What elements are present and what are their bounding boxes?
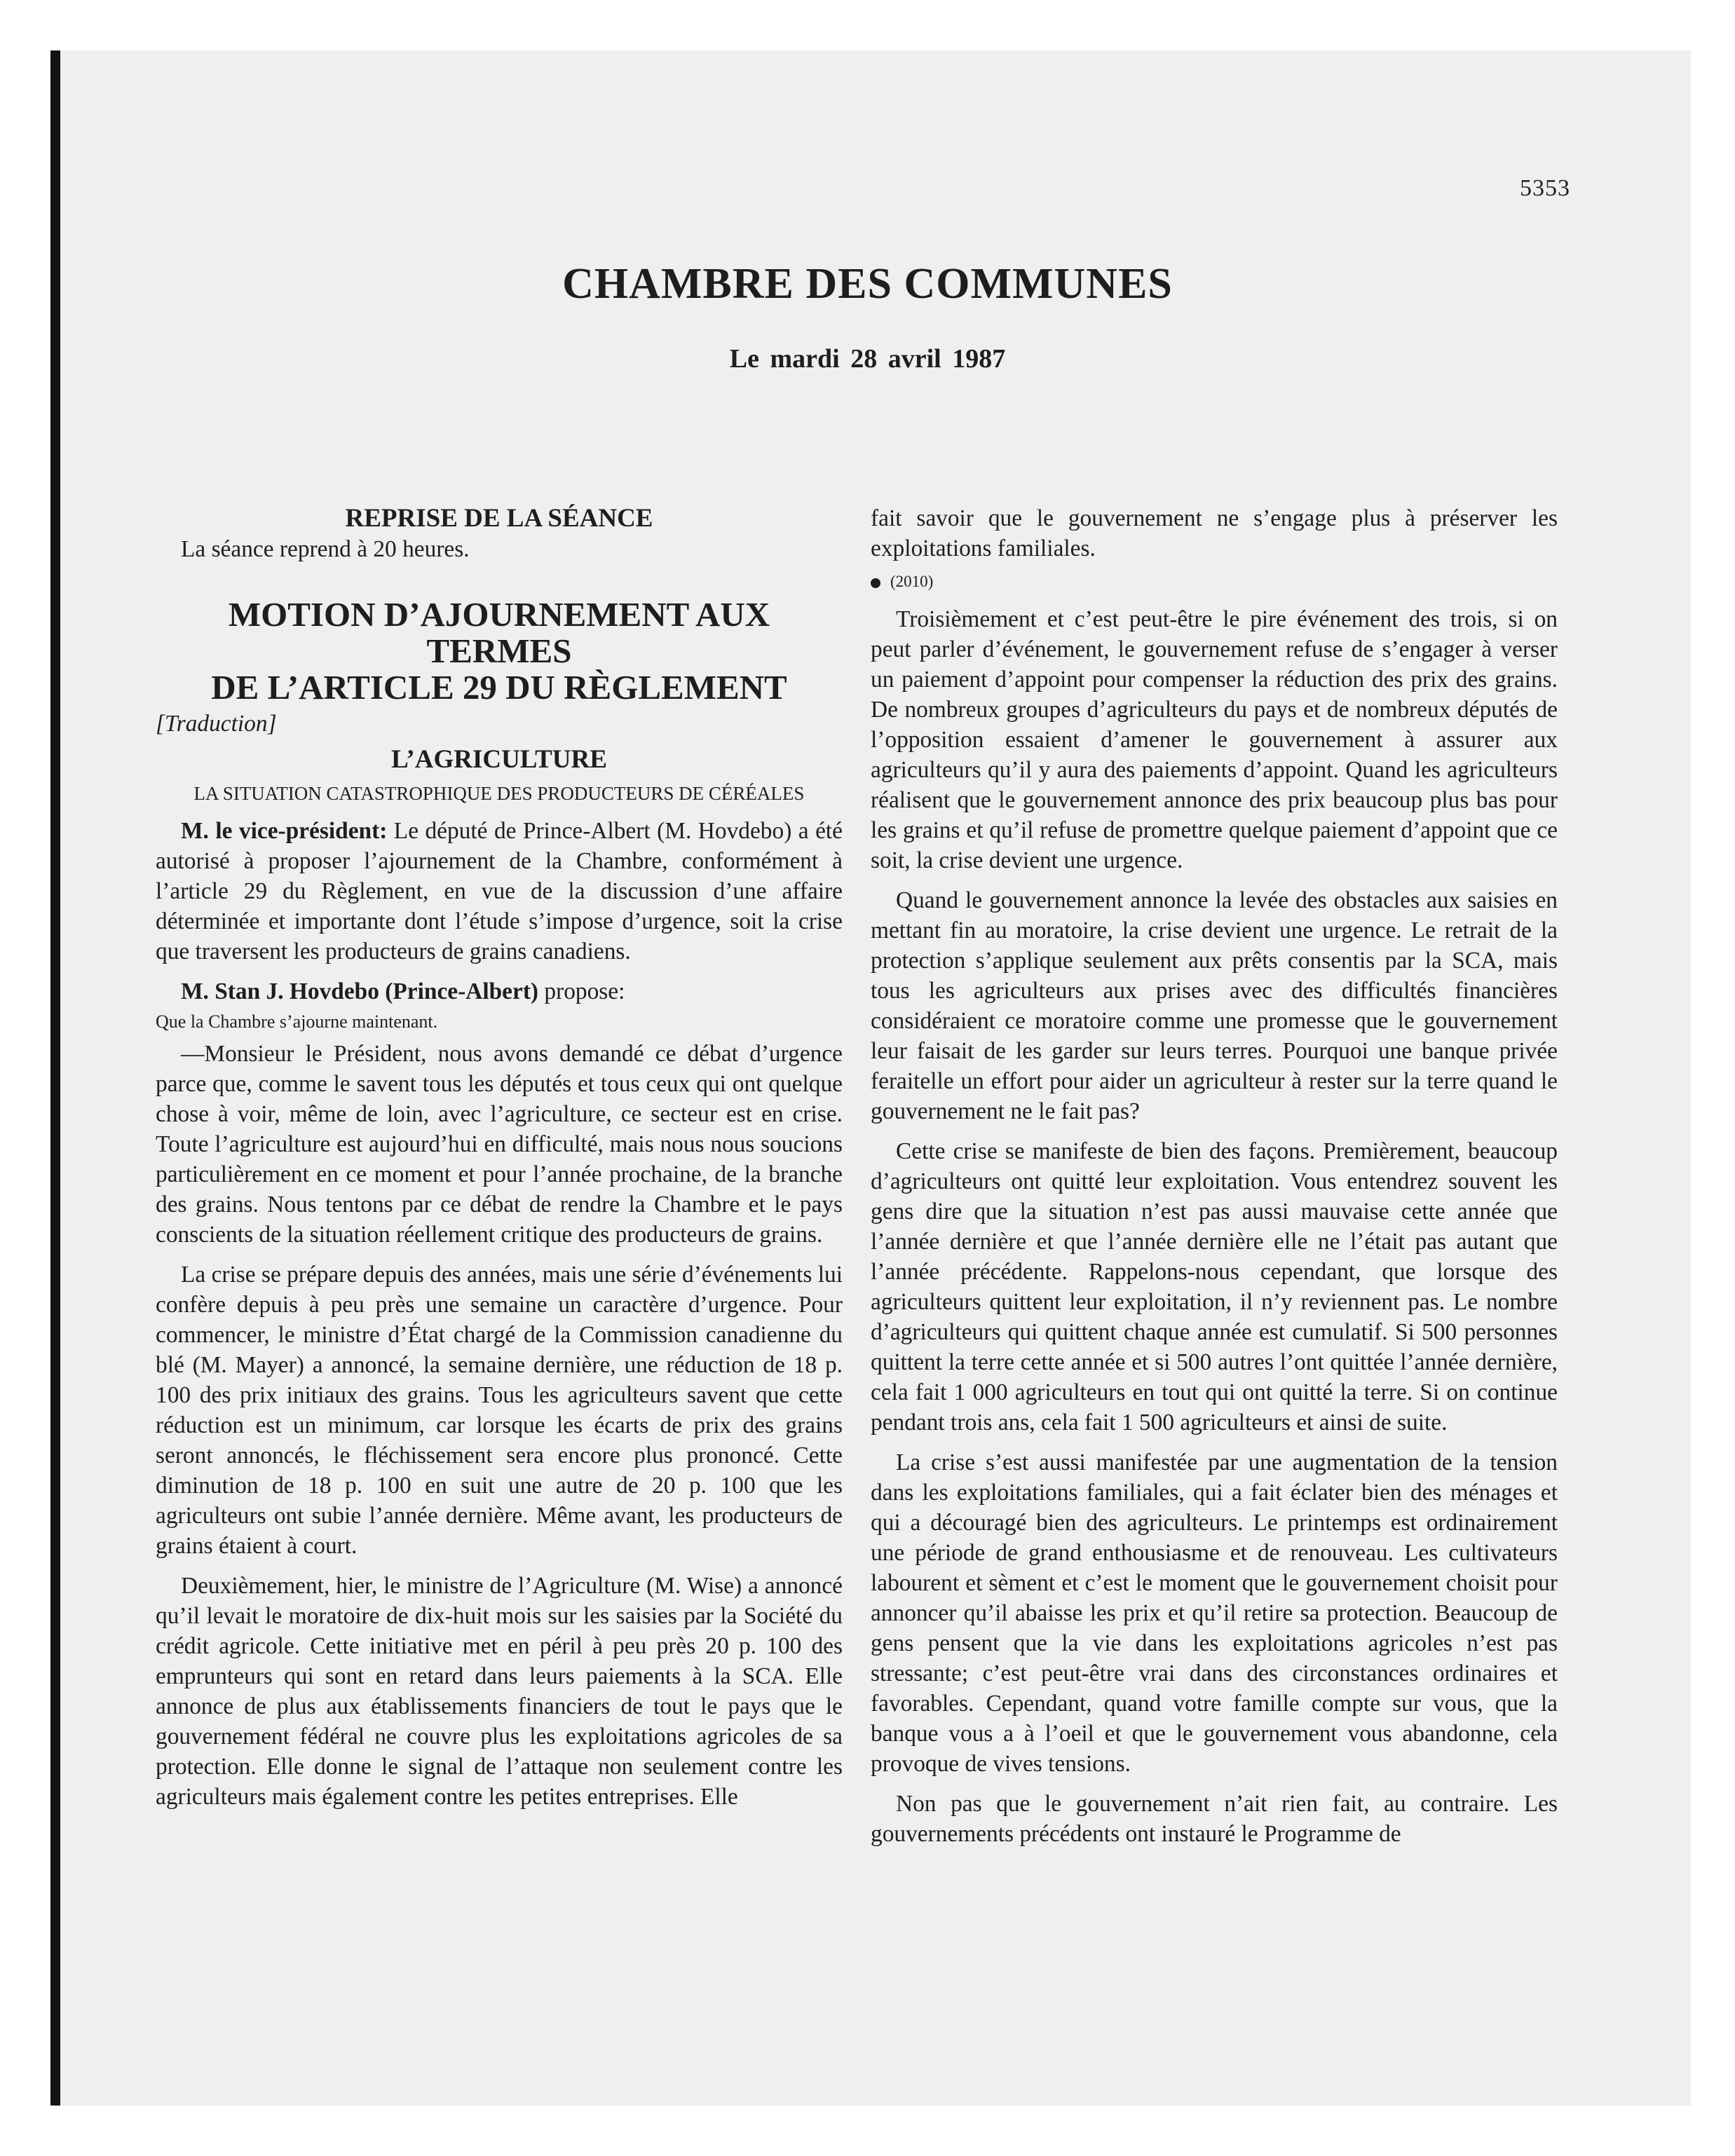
motion-heading-line: DE L’ARTICLE 29 DU RÈGLEMENT <box>211 668 787 707</box>
time-marker-text: (2010) <box>890 573 934 590</box>
paragraph-text: propose: <box>538 978 625 1004</box>
paragraph: La crise s’est aussi manifestée par une augmentation de la tension dans les exploitations familiales, qui a fait éclater bien des ménages et qui a découragé bien des agriculteurs. Le printemps est ordinairement une période de grand enthousiasme et de renouveau. Les cultivateurs labourent et sèment et c’est le moment que le gouvernement choisit pour annoncer qu’il abaisse les prix et qu’il retire sa protection. Beaucoup de gens pensent que la vie dans les exploitations agricoles n’est pas stressante; c’est peut-être vrai dans des circonstances ordinaires et favorables. Cependant, quand votre famille compte sur vous, que la banque vous a à l’oeil et que le gouvernement vous abandonne, cela provoque de vives tensions. <box>871 1449 1558 1777</box>
page-number: 5353 <box>1520 175 1570 201</box>
sitting-date: Le mardi 28 avril 1987 <box>729 344 1006 374</box>
paragraph: Cette crise se manifeste de bien des façons. Premièrement, beaucoup d’agriculteurs ont quitté leur exploitation. Vous entendrez souvent les gens dire que la situation n’est pas aussi mauvaise cette année que l’année dernière et que l’année dernière elle ne l’était pas autant que l’année précédente. Rappelons-nous cependant, que lorsque des agriculteurs quittent leur exploitation, il n’y reviennent pas. Le nombre d’agriculteurs qui quittent chaque année est cumulatif. Si 500 personnes quittent la terre cette année et si 500 autres l’ont quittée l’année dernière, cela fait 1 000 agriculteurs en tout qui ont quitté la terre. Si on continue pendant trois ans, cela fait 1 500 agriculteurs et ainsi de suite. <box>871 1138 1558 1435</box>
motion-text: Que la Chambre s’ajourne maintenant. <box>156 1011 438 1032</box>
paragraph: Non pas que le gouvernement n’ait rien fait, au contraire. Les gouvernements précédents ont instauré le Programme de <box>871 1791 1558 1847</box>
topic-heading: L’AGRICULTURE <box>391 745 607 774</box>
paragraph: Troisièmement et c’est peut-être le pire événement des trois, si on peut parler d’événement, le gouvernement refuse de s’engager à verser un paiement d’appoint pour compenser la réduction des prix des grains. De nombreux groupes d’agriculteurs du pays et de nombreux députés de l’opposition essaient d’amener le gouvernement à assurer aux agriculteurs qu’il y aura des paiements d’appoint. Quand les agriculteurs réalisent que le gouvernement annonce des prix beaucoup plus bas pour les grains et qu’il refuse de promettre quelque paiement d’appoint que ce soit, la crise devient une urgence. <box>871 606 1558 873</box>
resume-text: La séance reprend à 20 heures. <box>181 536 470 562</box>
paragraph <box>156 816 843 967</box>
right-column <box>871 503 1558 1849</box>
paragraph: Deuxièmement, hier, le ministre de l’Agriculture (M. Wise) a annoncé qu’il levait le moratoire de dix-huit mois sur les saisies par la Société du crédit agricole. Cette initiative met en péril à peu près 20 p. 100 des emprunteurs qui sont en retard dans leurs paiements à la SCA. Elle annonce de plus aux établissements financiers de tout le pays que le gouvernement fédéral ne couvre plus les exploitations agricoles de sa protection. Elle donne le signal de l’attaque non seulement contre les agriculteurs mais également contre les petites entreprises. Elle <box>156 1573 843 1810</box>
paragraph: fait savoir que le gouvernement ne s’engage plus à préserver les exploitations familiales. <box>871 505 1558 561</box>
motion-heading-line: MOTION D’AJOURNEMENT AUX TERMES <box>228 595 770 670</box>
time-marker <box>871 566 1558 597</box>
paragraph: —Monsieur le Président, nous avons demandé ce débat d’urgence parce que, comme le savent tous les députés et tous ceux qui ont quelque chose à voir, même de loin, avec l’agriculture, ce secteur est en crise. Toute l’agriculture est aujourd’hui en difficulté, mais nous nous soucions particulièrement en ce moment et pour l’année prochaine, de la branche des grains. Nous tentons par ce débat de rendre la Chambre et le pays conscients de la situation réellement critique des producteurs de grains. <box>156 1041 843 1248</box>
paragraph-text: Le député de Prince-Albert (M. Hovdebo) a été autorisé à proposer l’ajournement de la Chambre, conformément à l’article 29 du Règlement, en vue de la discussion d’une affaire déterminée et importante dont l’étude s’impose d’urgence, soit la crise que traversent les producteurs de grains canadiens. <box>156 818 843 964</box>
paragraph: La crise se prépare depuis des années, mais une série d’événements lui confère depuis à peu près une semaine un caractère d’urgence. Pour commencer, le ministre d’État chargé de la Commission canadienne du blé (M. Mayer) a annoncé, la semaine dernière, une réduction de 18 p. 100 des prix initiaux des grains. Tous les agriculteurs savent que cette réduction est un minimum, car lorsque les écarts de prix des grains seront annoncés, le fléchissement sera encore plus prononcé. Cette diminution de 18 p. 100 en suit une autre de 20 p. 100 que les agriculteurs ont subie l’année dernière. Même avant, les producteurs de grains étaient à court. <box>156 1262 843 1559</box>
speaker-name: M. Stan J. Hovdebo (Prince-Albert) <box>181 978 539 1004</box>
subtopic-heading: LA SITUATION CATASTROPHIQUE DES PRODUCTEURS DE CÉRÉALES <box>193 783 805 804</box>
page-title: CHAMBRE DES COMMUNES <box>562 260 1173 308</box>
bullet-icon <box>871 578 880 588</box>
left-column <box>156 503 843 1812</box>
translation-note: [Traduction] <box>156 711 277 737</box>
paragraph: Quand le gouvernement annonce la levée des obstacles aux saisies en mettant fin au moratoire, la crise devient une urgence. Le retrait de la protection s’applique seulement aux prêts consentis par la SCA, mais tous les agriculteurs aux prises avec des difficultés financières considéraient ce moratoire comme une promesse que le gouvernement leur faisait de les garder sur leurs terres. Pourquoi une banque privée feraitelle un effort pour aider un agriculteur à rester sur la terre quand le gouvernement ne le fait pas? <box>871 887 1558 1124</box>
motion-heading <box>156 596 843 706</box>
resume-heading: REPRISE DE LA SÉANCE <box>345 504 653 533</box>
paragraph <box>156 976 843 1007</box>
speaker-name: M. le vice-président: <box>181 818 388 844</box>
